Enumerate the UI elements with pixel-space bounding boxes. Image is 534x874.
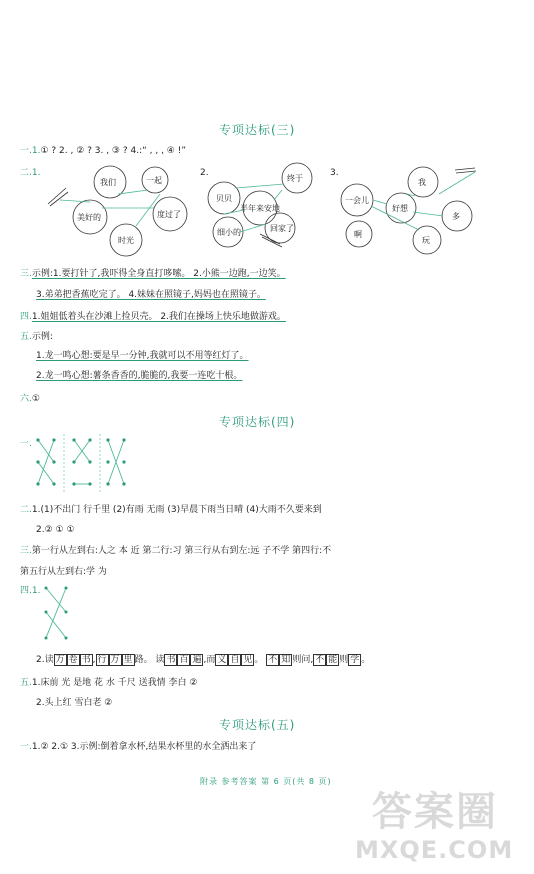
circle-2-2-text: 终于 [287,174,303,183]
circle-1-1-text: 我们 [100,178,116,187]
s3-q4 [20,311,286,323]
s4-mid1: , [92,655,96,665]
s4-q2-line2: 2.② ① ① [36,525,75,535]
s4-q5-text1: 1.床前 光 是地 花 水 千尺 送我情 李白 ② [31,678,198,688]
circle-diagram-1 [40,160,190,260]
s3-q3-line1 [20,268,286,280]
s3-q4-text: 1.姐姐低着头在沙滩上捡贝壳。 2.我们在操场上快乐地做游戏。 [31,312,286,322]
s4-end: 。 [361,655,371,665]
circle-diagram-2 [200,160,320,260]
s4-box5-1: 不 [268,655,278,665]
s3-q3-line2: 3.弟弟把香蕉吃完了。 4.妹妹在照镜子,妈妈也在照镜子。 [36,290,266,300]
s5-q1 [20,741,256,753]
s4-box2-2: 万 [110,655,120,665]
s5-q1-text: 1.② 2.① 3.示例:倒着拿水杯,结果水杯里的水全洒出来了 [31,742,257,752]
s3-q2-num2: 2. [200,168,209,178]
s4-q5-line1 [20,677,197,689]
s4-box1-1: 万 [55,655,65,665]
s4-box2-3: 里 [123,655,133,665]
circle-diagram-3 [335,160,495,260]
s3-q3-text1: 示例:1.要打针了,我吓得全身直打哆嗦。 2.小熊一边跑,一边笑。 [31,269,286,279]
s4-q4-pre: 2.读 [36,655,54,665]
s5-q1-label: 一. [20,742,32,752]
s3-q3-label: 三. [20,269,32,279]
circle-2-4-text: 回家了 [270,224,294,233]
s4-box3-1: 书 [166,655,176,665]
s4-box1-3: 书 [81,655,91,665]
s4-box6-2: 能 [328,655,338,665]
s4-box4-3: 见 [243,655,253,665]
s4-box1-2: 卷 [68,655,78,665]
circle-2-5-text: 细小的 [217,228,241,237]
s4-q3-line2: 第五行从左到右:学 为 [20,567,107,577]
s4-box7-1: 学 [350,655,360,665]
circle-3-5-text: 啊 [354,230,362,239]
s4-mid2: 路。 读 [134,655,165,665]
s4-mid4: 。 [254,655,267,665]
circle-2-1-text: 贝贝 [216,194,232,203]
s4-q4-line2 [36,654,370,666]
circle-3-4-text: 多 [452,212,460,221]
s4-box4-1: 义 [217,655,227,665]
s4-q3-line1 [20,545,331,557]
s3-q1 [20,145,186,157]
s3-q6-text: ① [31,394,40,404]
s4-q2-label: 二. [20,505,32,515]
section-title-5: 专项达标(五) [219,718,296,732]
circle-1-4-text: 度过了 [157,210,181,219]
s3-q4-label: 四. [20,312,32,322]
circle-1-2-text: 一起 [146,176,162,185]
s3-q5-label: 五. [20,332,32,342]
section-title-3: 专项达标(三) [219,123,296,137]
s3-q5 [20,331,53,343]
s3-q5-line2: 2.龙一鸣心想:薯条香香的,脆脆的,我要一连吃十根。 [36,371,243,381]
s4-q5-line2: 2.头上红 雪白老 ② [36,698,113,708]
s3-q5-intro: 示例: [31,332,53,342]
s3-q5-line1: 1.龙一鸣心想:要是早一分钟,我就可以不用等红灯了。 [36,351,249,361]
s4-box3-2: 百 [179,655,189,665]
s3-q1-label: 一.1. [20,146,41,156]
circle-3-6-text: 玩 [422,236,430,245]
s4-box2-1: 行 [97,655,107,665]
circle-1-5-text: 时光 [118,236,134,245]
s4-q4-label: 四.1. [20,586,41,596]
circle-3-3-text: 好想 [392,204,408,213]
s4-box5-2: 知 [281,655,291,665]
s4-q3-label: 三. [20,546,32,556]
s3-q1-text: ① ? 2. , ② ? 3. , ③ ? 4.:“ , , , ④ !” [40,146,186,156]
s4-mid3: ,而 [203,655,216,665]
s4-mid5: 则问, [292,655,314,665]
s4-q3-text1: 第一行从左到右:人之 本 近 第二行:习 第三行从右到左:远 子不学 第四行:不 [31,546,332,556]
s3-q2-label: 二.1. [20,168,41,178]
s3-q2-num3: 3. [330,168,339,178]
s3-q6 [20,393,40,405]
s3-q6-label: 六. [20,394,32,404]
circle-3-2-text: 我 [418,178,426,187]
s4-q5-label: 五. [20,678,32,688]
circle-2-3-text: 半年来安地 [240,204,280,213]
s4-box4-2: 自 [230,655,240,665]
s4-mid6: 则 [339,655,349,665]
page-footer: 附录 参考答案 第 6 页(共 8 页) [200,777,332,786]
circle-1-3-text: 美好的 [77,213,101,222]
s4-box6-1: 不 [315,655,325,665]
watermark-url: MXQE.COM [355,836,514,864]
s4-q2-line1 [20,504,322,516]
line-matching-diagram [38,582,78,644]
section-title-4: 专项达标(四) [219,415,296,429]
dot-matching-diagram [30,432,140,494]
s4-q1-label: 一. [20,439,32,449]
s4-box3-3: 遍 [192,655,202,665]
s4-q2-text1: 1.(1)不出门 行千里 (2)有雨 无雨 (3)早晨下雨当日晴 (4)大雨不久要来到 [31,505,322,515]
circle-3-1-text: 一会儿 [345,196,369,205]
watermark-logo: 答案圈 [372,789,498,835]
